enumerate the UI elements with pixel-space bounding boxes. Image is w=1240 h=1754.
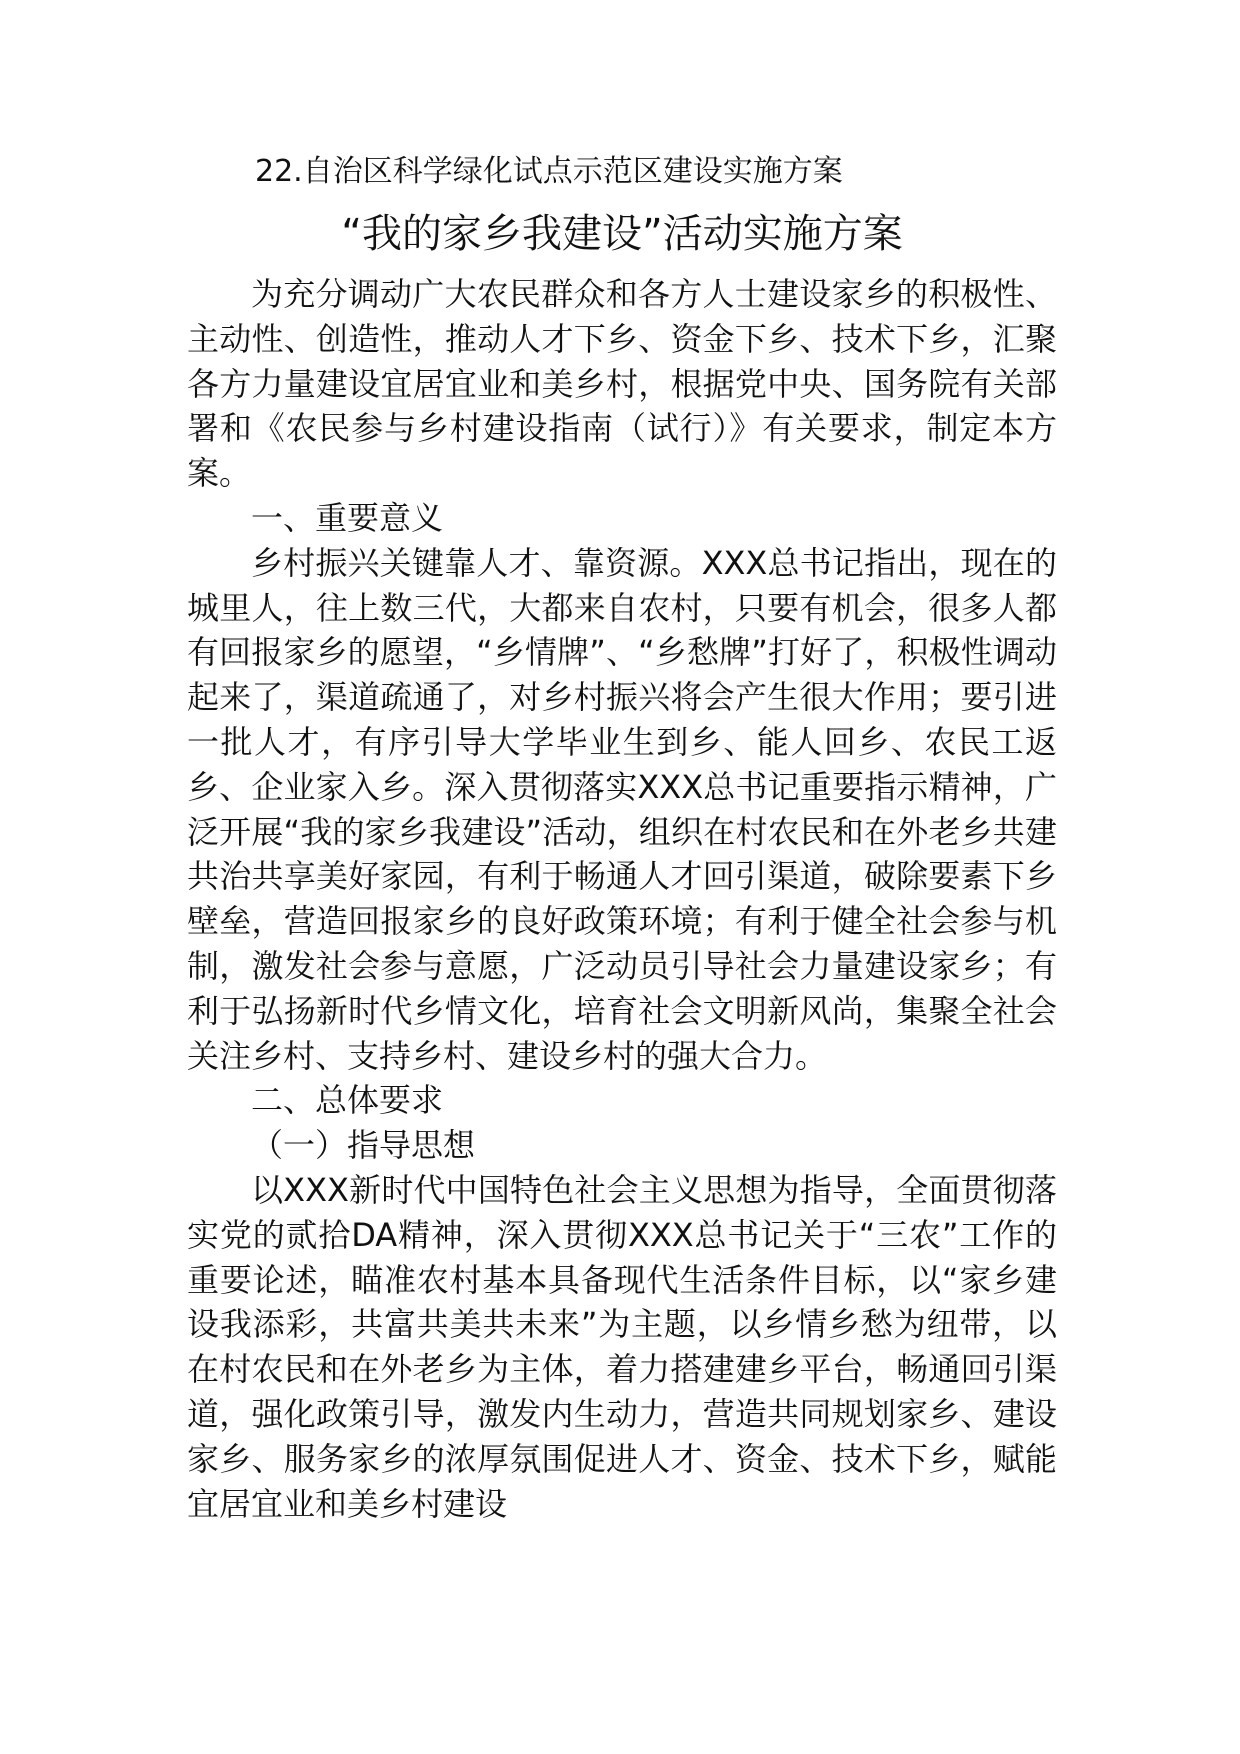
significance-paragraph: 乡村振兴关键靠人才、靠资源。XXX总书记指出，现在的城里人，往上数三代，大都来自农村，只要有机会，很多人都有回报家乡的愿望，“乡情牌”、“乡愁牌”打好了，积极性调动起来了，渠道疏通了，对乡村振兴将会产生很大作用；要引进一批人才，有序引导大学毕业生到乡、能人回乡、农民工返乡、企业家入乡。深入贯彻落实XXX总书记重要指示精神，广泛开展“我的家乡我建设”活动，组织在村农民和在外老乡共建共治共享美好家园，有利于畅通人才回引渠道，破除要素下乡壁垒，营造回报家乡的良好政策环境；有利于健全社会参与机制，激发社会参与意愿，广泛动员引导社会力量建设家乡；有利于弘扬新时代乡情文化，培育社会文明新风尚，集聚全社会关注乡村、支持乡村、建设乡村的强大合力。	[187, 543, 1057, 1075]
section-heading-significance: 一、重要意义	[251, 498, 444, 537]
intro-paragraph: 为充分调动广大农民群众和各方人士建设家乡的积极性、主动性、创造性，推动人才下乡、资金下乡、技术下乡，汇聚各方力量建设宜居宜业和美乡村，根据党中央、国务院有关部署和《农民参与乡村建设指南（试行）》有关要求，制定本方案。	[187, 275, 1057, 493]
document-subtitle: 22.自治区科学绿化试点示范区建设实施方案	[255, 154, 843, 189]
document-title: “我的家乡我建设”活动实施方案	[341, 211, 903, 257]
document-content	[187, 150, 1057, 1526]
guiding-thought-paragraph: 以XXX新时代中国特色社会主义思想为指导，全面贯彻落实党的贰拾DA精神，深入贯彻XXX总书记关于“三农”工作的重要论述，瞄准农村基本具备现代生活条件目标，以“家乡建设我添彩，共富共美共未来”为主题，以乡情乡愁为纽带，以在村农民和在外老乡为主体，着力搭建建乡平台，畅通回引渠道，强化政策引导，激发内生动力，营造共同规划家乡、建设家乡、服务家乡的浓厚氛围促进人才、资金、技术下乡，赋能宜居宜业和美乡村建设	[187, 1170, 1057, 1523]
section-heading-general-requirements: 二、总体要求	[251, 1081, 444, 1120]
subsection-heading-guiding-thought: （一）指导思想	[251, 1126, 476, 1165]
